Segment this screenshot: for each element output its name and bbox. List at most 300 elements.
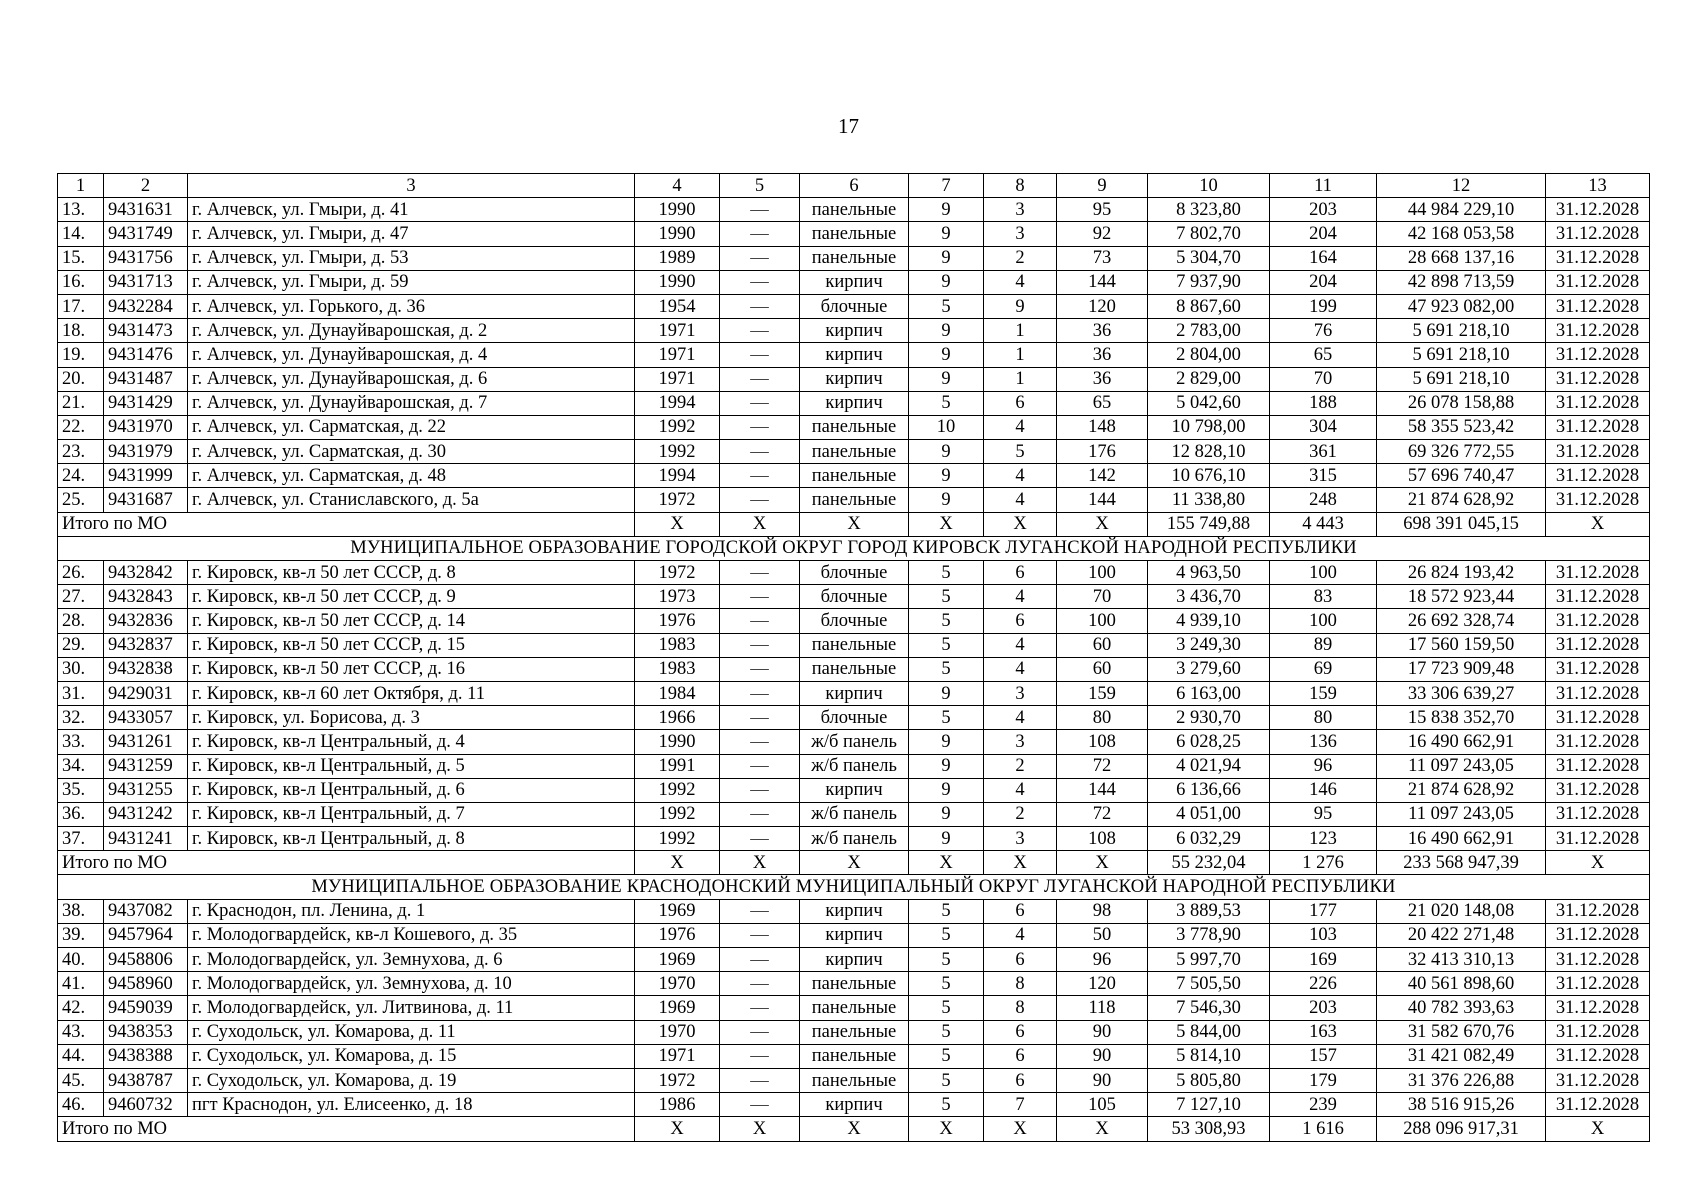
table-cell: 40. [58,948,104,972]
table-cell: — [720,706,800,730]
table-cell: 42 168 053,58 [1377,222,1546,246]
table-row [58,754,1650,778]
table-cell: панельные [800,657,909,681]
table-cell: 4 [984,270,1057,294]
table-cell: 1992 [635,415,720,439]
table-cell: 1969 [635,899,720,923]
table-cell: 9 [909,827,984,851]
table-cell: г. Алчевск, ул. Горького, д. 36 [188,294,635,318]
table-cell: 9431713 [104,270,188,294]
table-cell: 16 490 662,91 [1377,730,1546,754]
table-cell: 7 127,10 [1148,1093,1270,1117]
table-cell: г. Алчевск, ул. Дунауйварошская, д. 4 [188,343,635,367]
table-row [58,923,1650,947]
table-cell: 1983 [635,633,720,657]
table-cell: 1984 [635,681,720,705]
table-cell: панельные [800,633,909,657]
table-cell: 95 [1057,198,1148,222]
table-cell: 1994 [635,391,720,415]
table-cell: 31.12.2028 [1546,730,1650,754]
table-cell: 159 [1057,681,1148,705]
total-cell: 698 391 045,15 [1377,512,1546,536]
table-cell: г. Кировск, кв-л 50 лет СССР, д. 9 [188,585,635,609]
table-cell: — [720,681,800,705]
table-cell: 36 [1057,343,1148,367]
table-cell: 90 [1057,1020,1148,1044]
table-cell: 31.12.2028 [1546,561,1650,585]
table-cell: 5 [909,294,984,318]
table-cell: — [720,802,800,826]
municipality-title: МУНИЦИПАЛЬНОЕ ОБРАЗОВАНИЕ ГОРОДСКОЙ ОКРУГ ГОРОД КИРОВСК ЛУГАНСКОЙ НАРОДНОЙ РЕСПУБЛИКИ [58,536,1650,560]
table-cell: 146 [1270,778,1377,802]
table-cell: 3 778,90 [1148,923,1270,947]
table-cell: 43. [58,1020,104,1044]
table-cell: г. Кировск, кв-л 50 лет СССР, д. 14 [188,609,635,633]
table-cell: 9431487 [104,367,188,391]
table-cell: 26 824 193,42 [1377,561,1546,585]
table-cell: 9431259 [104,754,188,778]
table-cell: г. Молодогвардейск, кв-л Кошевого, д. 35 [188,923,635,947]
table-cell: кирпич [800,391,909,415]
table-cell: — [720,948,800,972]
table-cell: 10 [909,415,984,439]
table-row [58,948,1650,972]
total-cell: X [909,1117,984,1141]
table-cell: 40 782 393,63 [1377,996,1546,1020]
table-cell: — [720,561,800,585]
table-cell: 31.12.2028 [1546,585,1650,609]
table-row [58,464,1650,488]
table-row [58,633,1650,657]
table-cell: 31.12.2028 [1546,1020,1650,1044]
table-cell: 9438353 [104,1020,188,1044]
total-cell: X [635,512,720,536]
table-cell: 31.12.2028 [1546,1068,1650,1092]
total-label: Итого по МО [58,512,635,536]
table-cell: 31.12.2028 [1546,802,1650,826]
table-cell: 13. [58,198,104,222]
table-cell: г. Алчевск, ул. Гмыри, д. 59 [188,270,635,294]
table-cell: 31.12.2028 [1546,609,1650,633]
table-cell: 4 [984,633,1057,657]
column-number-cell: 5 [720,174,800,198]
total-cell: X [800,512,909,536]
table-cell: 1971 [635,343,720,367]
table-cell: 1969 [635,996,720,1020]
table-cell: г. Кировск, кв-л Центральный, д. 4 [188,730,635,754]
table-cell: 2 [984,802,1057,826]
table-cell: 31.12.2028 [1546,778,1650,802]
table-cell: 204 [1270,222,1377,246]
table-cell: г. Алчевск, ул. Сарматская, д. 30 [188,440,635,464]
column-number-cell: 4 [635,174,720,198]
table-cell: 31.12.2028 [1546,464,1650,488]
table-cell: 29. [58,633,104,657]
table-cell: — [720,923,800,947]
table-cell: 6 032,29 [1148,827,1270,851]
table-cell: 57 696 740,47 [1377,464,1546,488]
table-cell: 17 560 159,50 [1377,633,1546,657]
table-cell: г. Кировск, кв-л 50 лет СССР, д. 16 [188,657,635,681]
total-cell: X [909,512,984,536]
table-cell: 1976 [635,609,720,633]
table-cell: 22. [58,415,104,439]
table-cell: 31.12.2028 [1546,415,1650,439]
table-cell: 21 874 628,92 [1377,488,1546,512]
table-row [58,415,1650,439]
table-cell: г. Алчевск, ул. Сарматская, д. 22 [188,415,635,439]
table-cell: 5 [909,633,984,657]
table-cell: 9431979 [104,440,188,464]
table-cell: — [720,1044,800,1068]
table-cell: 32 413 310,13 [1377,948,1546,972]
table-cell: 1969 [635,948,720,972]
table-cell: г. Кировск, кв-л Центральный, д. 7 [188,802,635,826]
table-cell: 9429031 [104,681,188,705]
total-cell: X [635,851,720,875]
table-cell: 108 [1057,730,1148,754]
table-cell: 27. [58,585,104,609]
table-cell: 65 [1057,391,1148,415]
table-cell: 5 [909,391,984,415]
table-cell: — [720,827,800,851]
column-number-cell: 2 [104,174,188,198]
table-cell: 9432838 [104,657,188,681]
table-cell: 90 [1057,1068,1148,1092]
table-cell: 1990 [635,730,720,754]
table-cell: 9432284 [104,294,188,318]
table-cell: 37. [58,827,104,851]
table-cell: 159 [1270,681,1377,705]
housing-registry-table [57,173,1650,1142]
table-cell: 5 [909,1044,984,1068]
table-cell: 31.12.2028 [1546,1093,1650,1117]
table-row [58,246,1650,270]
table-cell: 18 572 923,44 [1377,585,1546,609]
table-cell: 4 [984,923,1057,947]
table-cell: панельные [800,996,909,1020]
table-cell: 157 [1270,1044,1377,1068]
table-row [58,802,1650,826]
table-cell: 5 304,70 [1148,246,1270,270]
table-cell: 1992 [635,802,720,826]
table-cell: кирпич [800,899,909,923]
table-cell: 6 [984,1068,1057,1092]
table-cell: панельные [800,972,909,996]
table-cell: 19. [58,343,104,367]
table-cell: 31.12.2028 [1546,899,1650,923]
table-cell: 26 078 158,88 [1377,391,1546,415]
table-cell: г. Кировск, кв-л 60 лет Октября, д. 11 [188,681,635,705]
table-cell: 9432843 [104,585,188,609]
table-cell: 17. [58,294,104,318]
table-cell: 76 [1270,319,1377,343]
column-number-cell: 12 [1377,174,1546,198]
table-cell: — [720,294,800,318]
table-cell: 31.12.2028 [1546,367,1650,391]
table-cell: 10 798,00 [1148,415,1270,439]
table-cell: блочные [800,561,909,585]
table-cell: 72 [1057,754,1148,778]
table-cell: 16. [58,270,104,294]
table-cell: 1983 [635,657,720,681]
table-cell: 120 [1057,972,1148,996]
column-number-cell: 11 [1270,174,1377,198]
table-cell: 7 546,30 [1148,996,1270,1020]
table-cell: — [720,415,800,439]
table-cell: 9432837 [104,633,188,657]
table-cell: 144 [1057,270,1148,294]
table-cell: — [720,319,800,343]
table-cell: г. Алчевск, ул. Гмыри, д. 53 [188,246,635,270]
table-cell: 4 021,94 [1148,754,1270,778]
table-cell: кирпич [800,681,909,705]
table-cell: кирпич [800,1093,909,1117]
table-cell: г. Краснодон, пл. Ленина, д. 1 [188,899,635,923]
table-cell: кирпич [800,319,909,343]
table-cell: 315 [1270,464,1377,488]
table-cell: 12 828,10 [1148,440,1270,464]
table-cell: г. Алчевск, ул. Гмыри, д. 47 [188,222,635,246]
table-cell: 163 [1270,1020,1377,1044]
table-cell: 5 [909,561,984,585]
table-cell: 4 [984,415,1057,439]
table-cell: кирпич [800,778,909,802]
table-cell: 3 [984,198,1057,222]
table-cell: панельные [800,222,909,246]
table-cell: ж/б панель [800,802,909,826]
table-cell: 9 [909,754,984,778]
table-cell: панельные [800,1068,909,1092]
table-cell: — [720,198,800,222]
table-cell: 9431255 [104,778,188,802]
total-cell: X [635,1117,720,1141]
table-cell: 4 [984,464,1057,488]
table-cell: 8 323,80 [1148,198,1270,222]
table-cell: 1973 [635,585,720,609]
table-cell: 98 [1057,899,1148,923]
table-cell: 83 [1270,585,1377,609]
total-cell: X [800,851,909,875]
total-cell: X [1546,1117,1650,1141]
table-row [58,343,1650,367]
table-cell: 32. [58,706,104,730]
table-cell: 36. [58,802,104,826]
table-cell: панельные [800,440,909,464]
table-cell: 33. [58,730,104,754]
table-row [58,827,1650,851]
table-cell: 9431241 [104,827,188,851]
table-cell: 5 [909,923,984,947]
table-cell: — [720,778,800,802]
table-cell: — [720,996,800,1020]
table-cell: 34. [58,754,104,778]
table-cell: — [720,754,800,778]
column-number-cell: 13 [1546,174,1650,198]
total-cell: 288 096 917,31 [1377,1117,1546,1141]
table-cell: 9460732 [104,1093,188,1117]
table-cell: 9432842 [104,561,188,585]
table-cell: 42 898 713,59 [1377,270,1546,294]
table-cell: — [720,609,800,633]
table-cell: 1970 [635,1020,720,1044]
column-number-cell: 7 [909,174,984,198]
table-cell: 1990 [635,270,720,294]
table-cell: 3 [984,730,1057,754]
table-cell: 28. [58,609,104,633]
table-cell: 1971 [635,319,720,343]
table-cell: 118 [1057,996,1148,1020]
table-cell: г. Алчевск, ул. Гмыри, д. 41 [188,198,635,222]
table-cell: 1966 [635,706,720,730]
table-cell: 1990 [635,198,720,222]
table-cell: 9 [909,222,984,246]
table-cell: — [720,730,800,754]
table-cell: 31 376 226,88 [1377,1068,1546,1092]
table-cell: 31. [58,681,104,705]
table-cell: 188 [1270,391,1377,415]
table-row [58,899,1650,923]
table-cell: 177 [1270,899,1377,923]
table-row [58,294,1650,318]
table-cell: 46. [58,1093,104,1117]
table-cell: 100 [1270,609,1377,633]
table-cell: 2 [984,754,1057,778]
table-cell: — [720,343,800,367]
table-row [58,440,1650,464]
table-cell: 5 042,60 [1148,391,1270,415]
table-cell: 4 [984,657,1057,681]
table-cell: 31.12.2028 [1546,270,1650,294]
table-cell: 100 [1270,561,1377,585]
table-cell: 4 [984,488,1057,512]
table-row [58,778,1650,802]
table-cell: — [720,222,800,246]
table-cell: 80 [1057,706,1148,730]
table-cell: 5 [909,1093,984,1117]
table-cell: 38. [58,899,104,923]
table-cell: 2 783,00 [1148,319,1270,343]
table-cell: 120 [1057,294,1148,318]
table-cell: 199 [1270,294,1377,318]
table-cell: 5 [909,585,984,609]
table-cell: 6 [984,609,1057,633]
total-cell: X [1057,512,1148,536]
table-cell: 60 [1057,657,1148,681]
table-cell: 5 997,70 [1148,948,1270,972]
table-cell: 248 [1270,488,1377,512]
table-cell: 35. [58,778,104,802]
table-cell: 9431749 [104,222,188,246]
table-cell: 204 [1270,270,1377,294]
table-cell: г. Кировск, кв-л Центральный, д. 8 [188,827,635,851]
table-cell: 9432836 [104,609,188,633]
table-cell: 15. [58,246,104,270]
table-cell: 226 [1270,972,1377,996]
table-cell: 7 505,50 [1148,972,1270,996]
table-row [58,319,1650,343]
total-label: Итого по МО [58,1117,635,1141]
table-cell: 40 561 898,60 [1377,972,1546,996]
table-cell: 6 [984,948,1057,972]
table-cell: 10 676,10 [1148,464,1270,488]
table-cell: 6 136,66 [1148,778,1270,802]
table-cell: 21 020 148,08 [1377,899,1546,923]
table-cell: панельные [800,246,909,270]
table-cell: 8 [984,972,1057,996]
table-cell: 9 [909,488,984,512]
table-cell: 1972 [635,561,720,585]
table-cell: г. Суходольск, ул. Комарова, д. 19 [188,1068,635,1092]
table-cell: — [720,367,800,391]
table-cell: г. Кировск, кв-л 50 лет СССР, д. 8 [188,561,635,585]
table-cell: 9 [909,343,984,367]
table-cell: г. Кировск, кв-л Центральный, д. 5 [188,754,635,778]
table-cell: 69 326 772,55 [1377,440,1546,464]
table-cell: 5 [909,1068,984,1092]
total-cell: 4 443 [1270,512,1377,536]
table-cell: блочные [800,706,909,730]
table-cell: г. Кировск, ул. Борисова, д. 3 [188,706,635,730]
municipality-section-row [58,875,1650,899]
table-cell: г. Кировск, кв-л Центральный, д. 6 [188,778,635,802]
table-cell: 47 923 082,00 [1377,294,1546,318]
table-cell: — [720,270,800,294]
table-cell: пгт Краснодон, ул. Елисеенко, д. 18 [188,1093,635,1117]
table-cell: — [720,391,800,415]
table-cell: 108 [1057,827,1148,851]
table-cell: — [720,585,800,609]
table-cell: — [720,464,800,488]
table-cell: — [720,657,800,681]
table-row [58,270,1650,294]
table-cell: 30. [58,657,104,681]
municipality-total-row [58,512,1650,536]
table-row [58,730,1650,754]
table-cell: 179 [1270,1068,1377,1092]
table-cell: кирпич [800,367,909,391]
table-row [58,391,1650,415]
table-cell: 72 [1057,802,1148,826]
column-number-row [58,174,1650,198]
table-cell: 4 [984,585,1057,609]
table-cell: 176 [1057,440,1148,464]
table-cell: 23. [58,440,104,464]
table-cell: панельные [800,1020,909,1044]
table-cell: 5 [909,996,984,1020]
table-cell: 1970 [635,972,720,996]
table-cell: — [720,899,800,923]
table-cell: 8 867,60 [1148,294,1270,318]
table-cell: 5 814,10 [1148,1044,1270,1068]
table-cell: 31.12.2028 [1546,391,1650,415]
table-cell: 96 [1270,754,1377,778]
table-cell: 31.12.2028 [1546,996,1650,1020]
table-cell: 7 802,70 [1148,222,1270,246]
table-cell: 9433057 [104,706,188,730]
table-cell: 70 [1270,367,1377,391]
table-cell: г. Молодогвардейск, ул. Литвинова, д. 11 [188,996,635,1020]
table-cell: 31.12.2028 [1546,440,1650,464]
table-cell: 1990 [635,222,720,246]
table-cell: 9 [909,270,984,294]
table-cell: 58 355 523,42 [1377,415,1546,439]
table-cell: 31.12.2028 [1546,319,1650,343]
table-cell: — [720,972,800,996]
table-cell: 103 [1270,923,1377,947]
table-cell: 28 668 137,16 [1377,246,1546,270]
table-cell: 9431970 [104,415,188,439]
